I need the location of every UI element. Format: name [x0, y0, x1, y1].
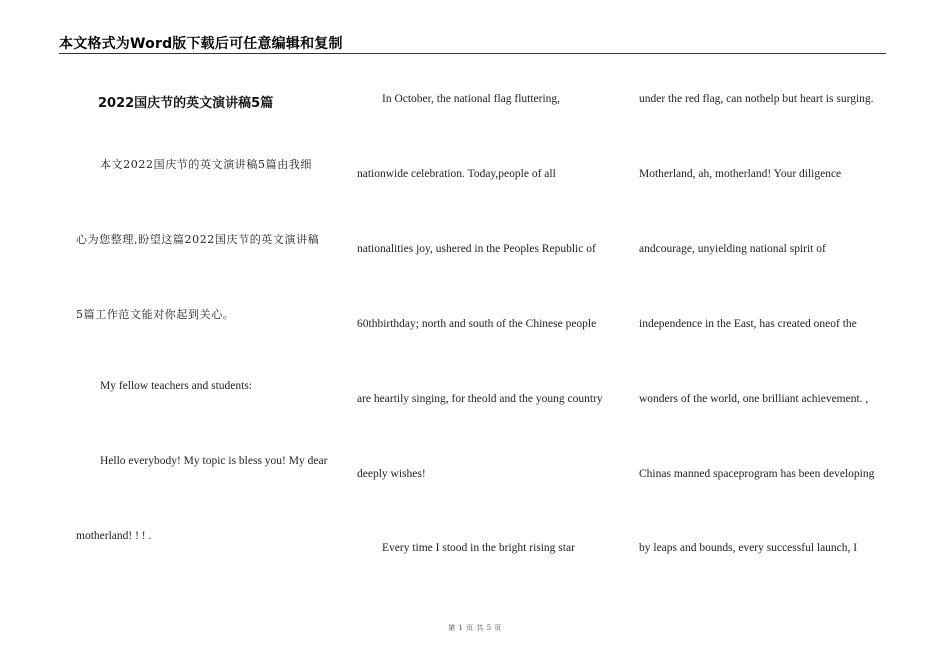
header-divider	[59, 53, 886, 54]
paragraph-line: In October, the national flag fluttering,	[382, 93, 561, 105]
paragraph-line: Hello everybody! My topic is bless you! My dear	[100, 455, 328, 467]
paragraph-line: nationwide celebration. Today,people of all	[357, 168, 556, 180]
paragraph-line: 本文2022国庆节的英文演讲稿5篇由我细	[100, 158, 312, 171]
paragraph-line: are heartily singing, for theold and the young country	[357, 393, 603, 405]
paragraph-line: Every time I stood in the bright rising star	[382, 542, 575, 554]
paragraph-line: My fellow teachers and students:	[100, 380, 253, 392]
paragraph-line: 5篇工作范文能对你起到关心。	[76, 308, 235, 321]
page-number: 第 1 页 共 5 页	[448, 624, 502, 632]
paragraph-line: 心为您整理,盼望这篇2022国庆节的英文演讲稿	[76, 233, 320, 246]
paragraph-line: by leaps and bounds, every successful launch, I	[639, 542, 858, 554]
paragraph-line: andcourage, unyielding national spirit of	[639, 243, 826, 255]
paragraph-line: under the red flag, can nothelp but heart is surging.	[639, 93, 874, 105]
paragraph-line: wonders of the world, one brilliant achievement. ,	[639, 393, 869, 405]
paragraph-line: independence in the East, has created oneof the	[639, 318, 857, 330]
paragraph-line: deeply wishes!	[357, 468, 426, 480]
paragraph-line: 60thbirthday; north and south of the Chinese people	[357, 318, 597, 330]
paragraph-line: Chinas manned spaceprogram has been developing	[639, 468, 875, 480]
document-title: 2022国庆节的英文演讲稿5篇	[98, 96, 274, 111]
paragraph-line: motherland! ! ! .	[76, 530, 152, 542]
paragraph-line: nationalities joy, ushered in the Peoples Republic of	[357, 243, 596, 255]
paragraph-line: Motherland, ah, motherland! Your diligence	[639, 168, 842, 180]
document-header: 本文格式为Word版下载后可任意编辑和复制	[59, 36, 343, 52]
